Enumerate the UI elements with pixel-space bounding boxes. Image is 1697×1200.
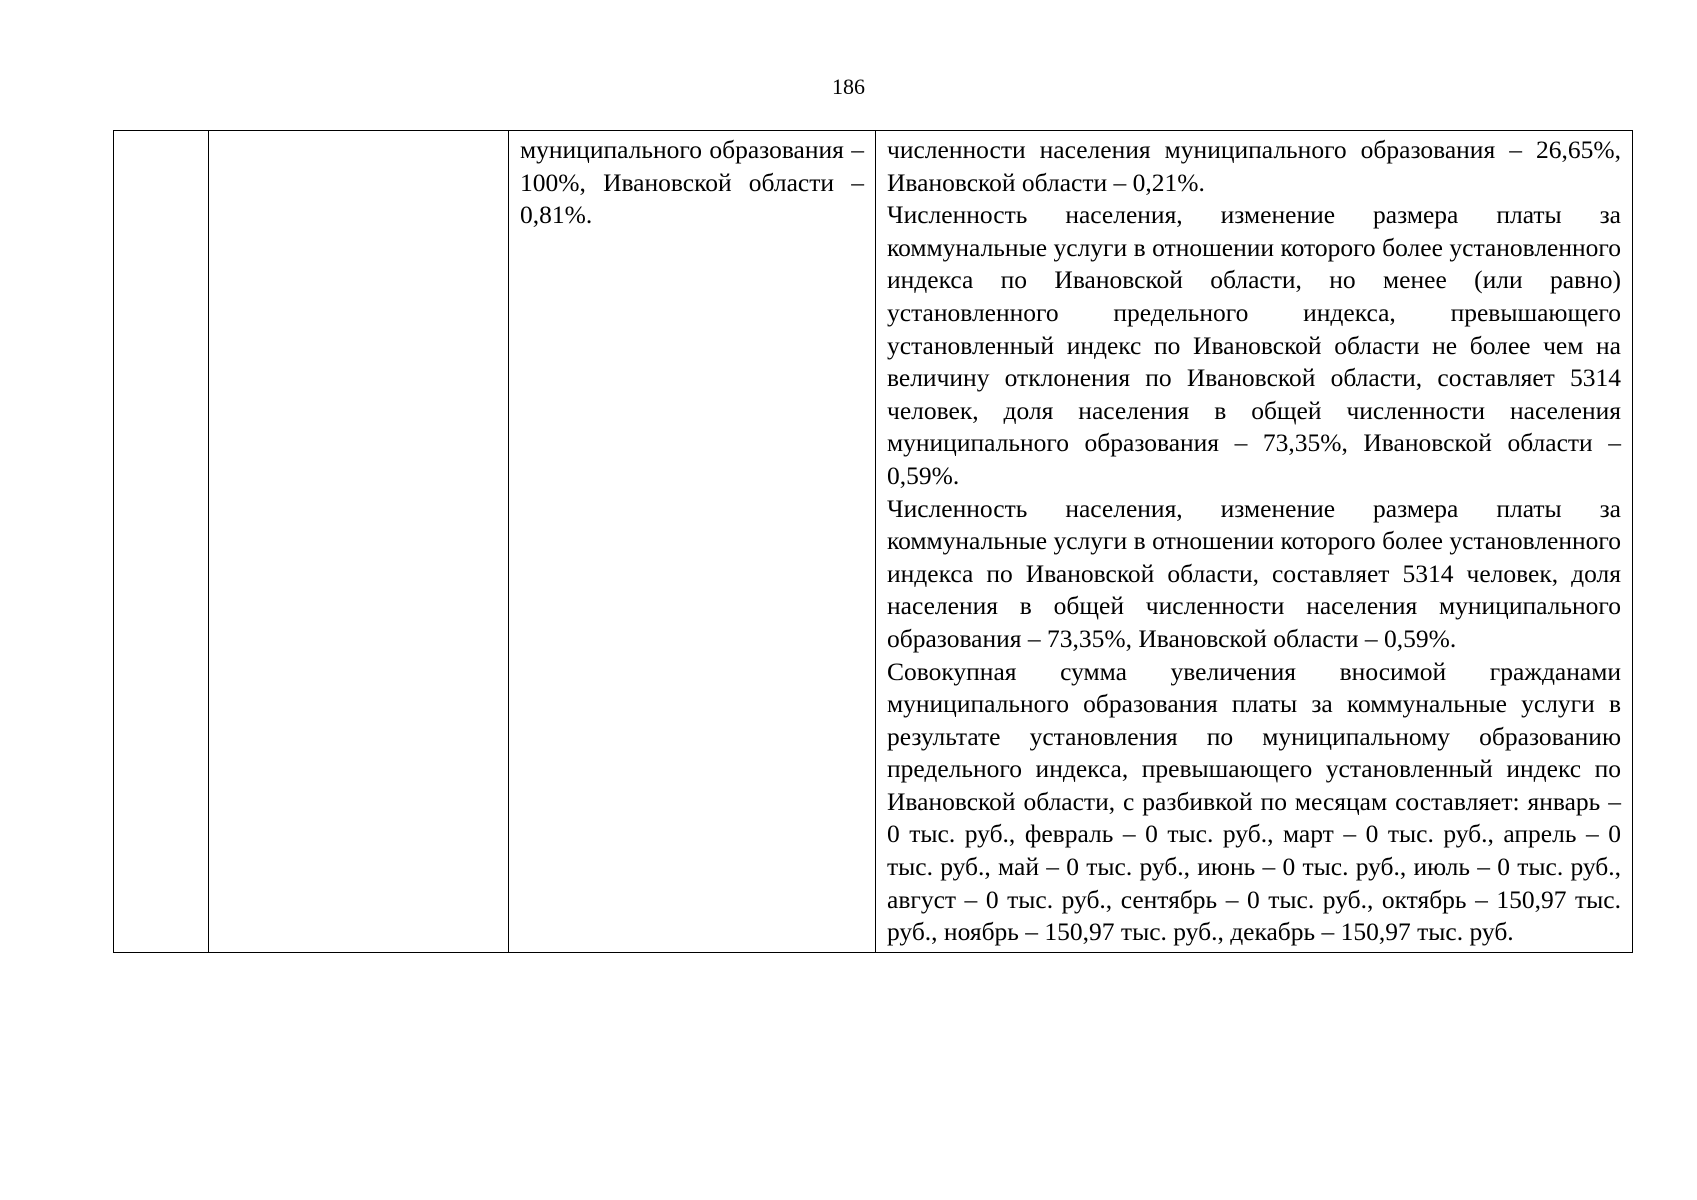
table-cell-col3 [509,131,876,953]
document-table [113,130,1633,953]
cell-paragraph: Численность населения, изменение размера платы за коммунальные услуги в отношении которого более установленного индекса по Ивановской области, составляет 5314 человек, доля населения в общей численности населения муниципального образования – 73,35%, Ивановской области – 0,59%. [887,493,1621,653]
cell-paragraph: Совокупная сумма увеличения вносимой гражданами муниципального образования платы за коммунальные услуги в результате установления по муниципальному образованию предельного индекса, превышающего установленный индекс по Ивановской области, с разбивкой по месяцам составляет: январь – 0 тыс. руб., февраль – 0 тыс. руб., март – 0 тыс. руб., апрель – 0 тыс. руб., май – 0 тыс. руб., июнь – 0 тыс. руб., июль – 0 тыс. руб., август – 0 тыс. руб., сентябрь – 0 тыс. руб., октябрь – 150,97 тыс. руб., ноябрь – 150,97 тыс. руб., декабрь – 150,97 тыс. руб. [887,656,1621,947]
table-cell-col2 [209,131,509,953]
cell-paragraph: муниципального образования – 100%, Ивановской области – 0,81%. [520,135,864,230]
table-cell-col1 [114,131,209,953]
cell-paragraph: численности населения муниципального образования – 26,65%, Ивановской области – 0,21%. [887,135,1621,197]
cell-paragraph: Численность населения, изменение размера платы за коммунальные услуги в отношении которого более установленного индекса по Ивановской области, но менее (или равно) установленного предельного индекса, превышающего установленный индекс по Ивановской области не более чем на величину отклонения по Ивановской области, составляет 5314 человек, доля населения в общей численности населения муниципального образования – 73,35%, Ивановской области – 0,59%. [887,200,1621,490]
page-number: 186 [832,74,865,99]
table-cell-col4 [876,131,1633,953]
table-row [114,131,1633,953]
